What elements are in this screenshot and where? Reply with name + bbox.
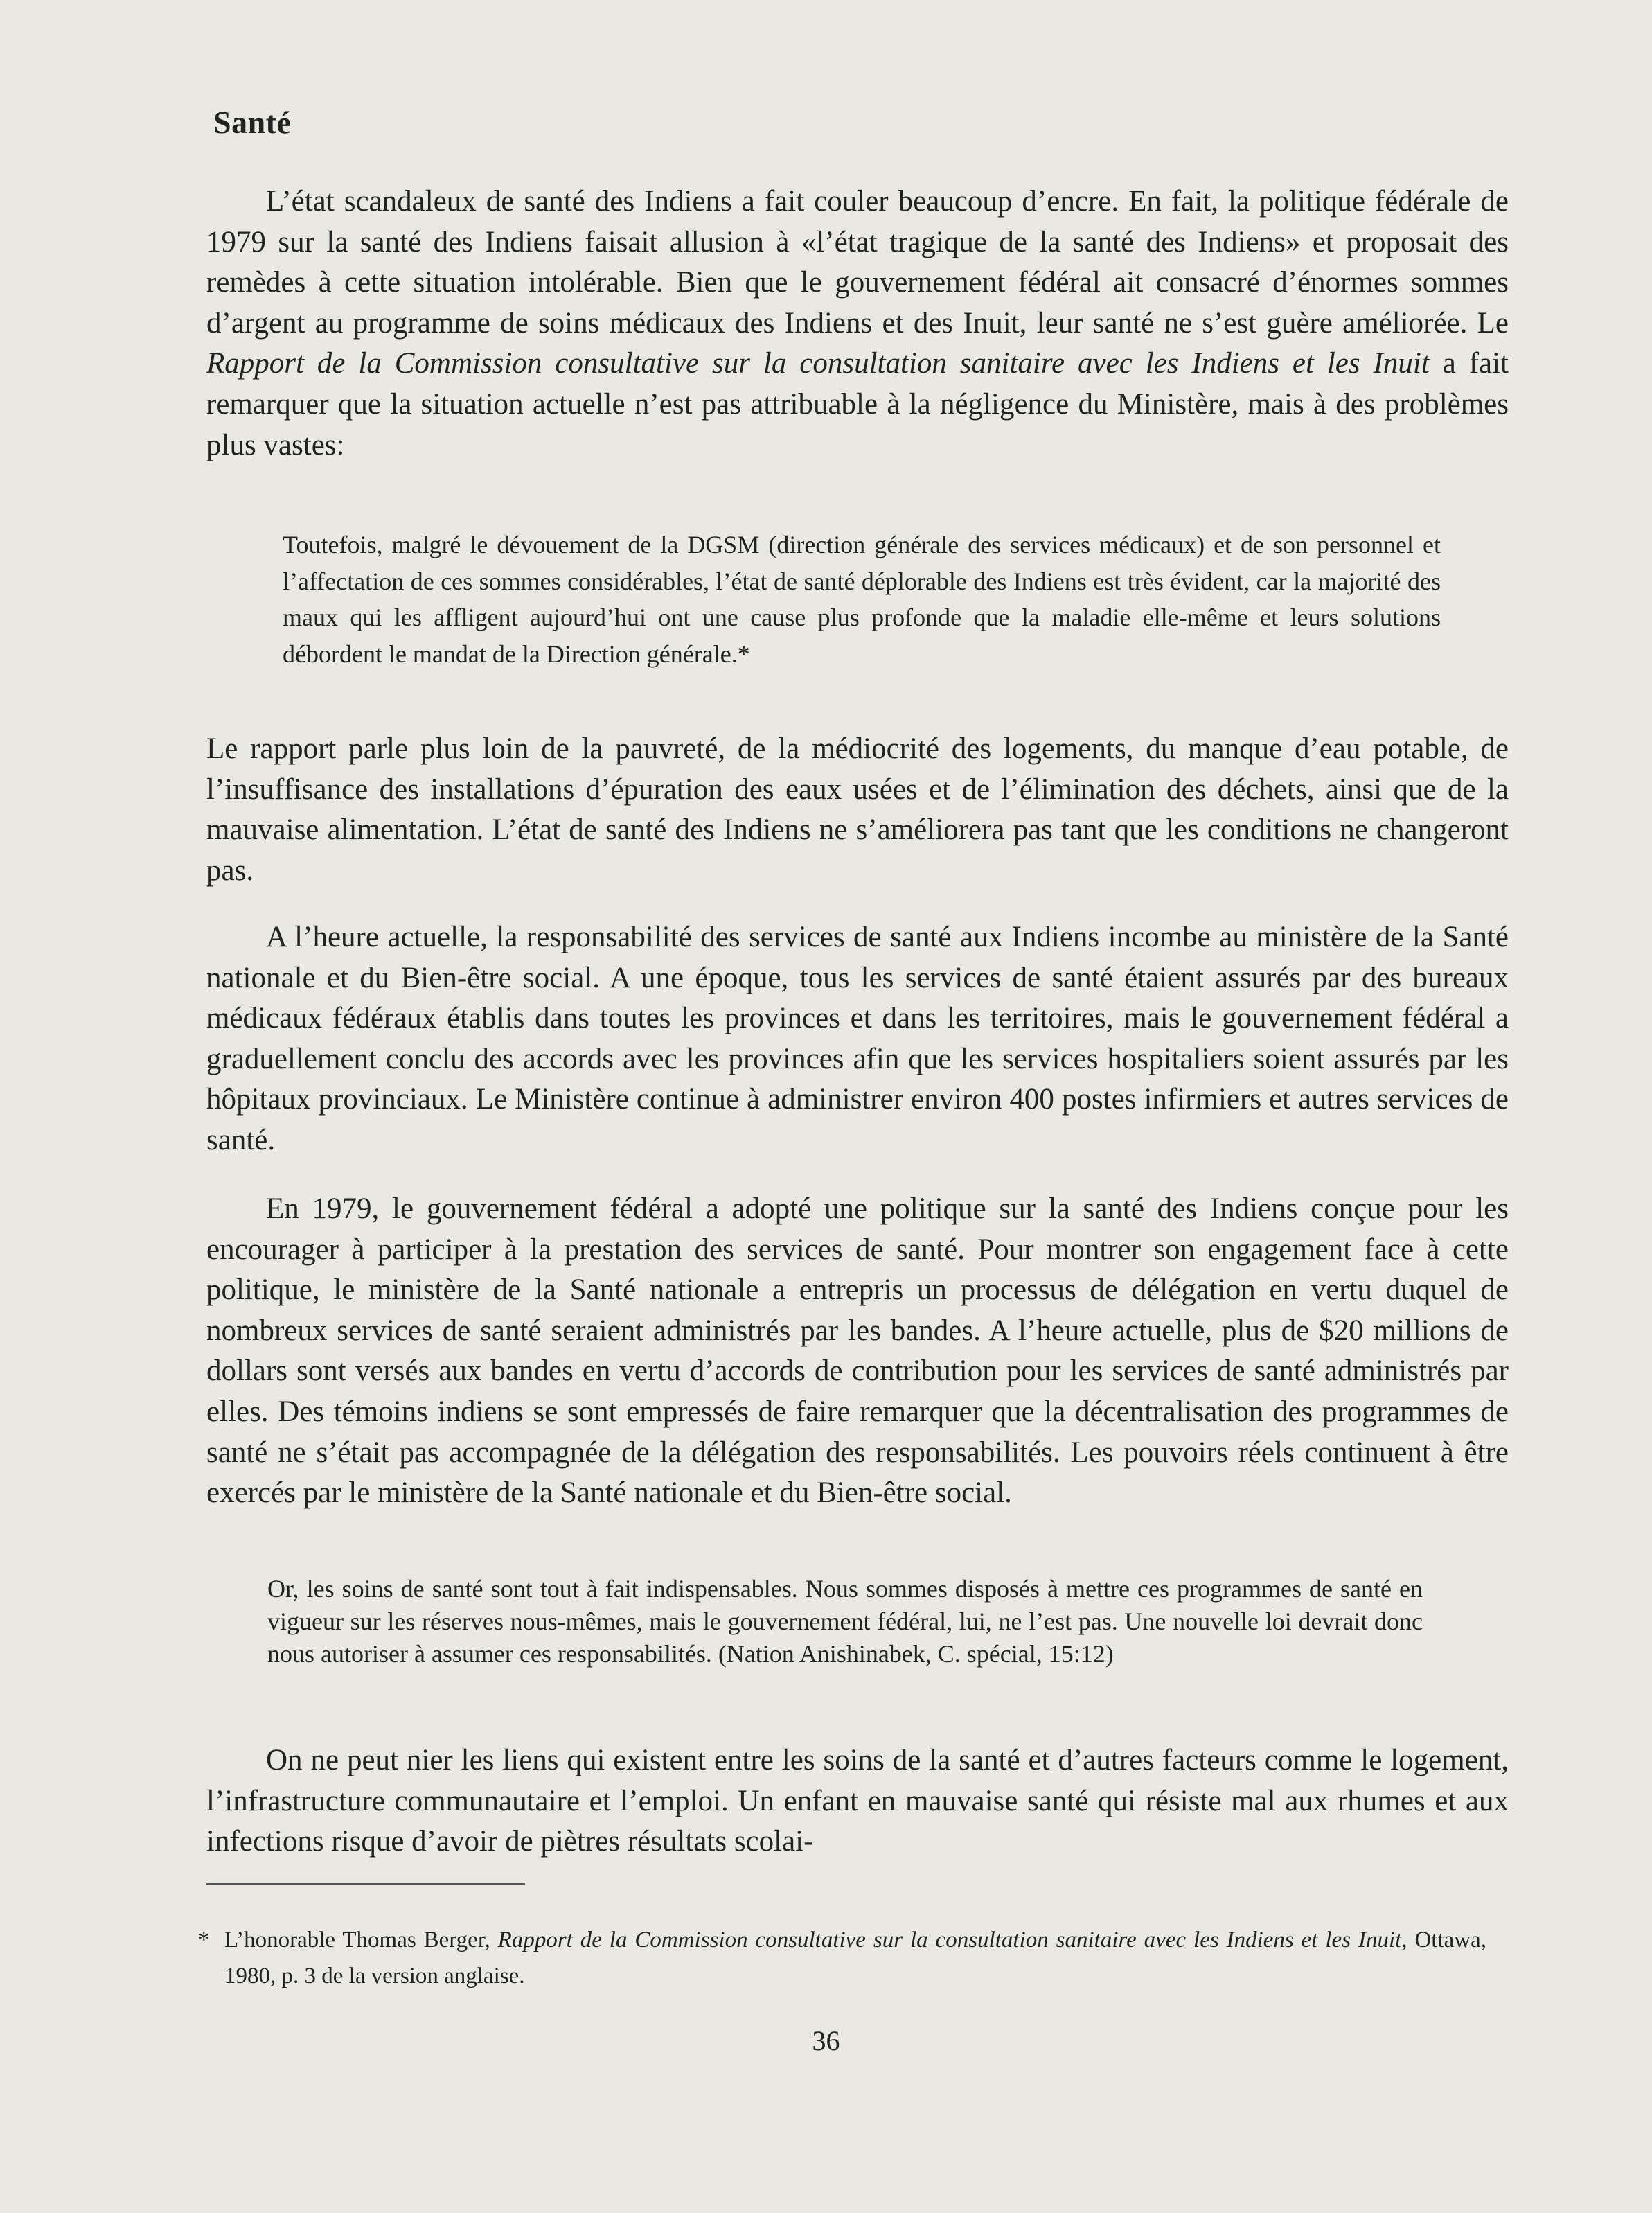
- paragraph-4: En 1979, le gouvernement fédéral a adopté une politique sur la santé des Indiens conçue pour les encourager à participer à la prestation des services de santé. Pour montrer son engagement face à cette politique, le ministère de la Santé nationale a entrepris un processus de délégation en vertu duquel de nombreux services de santé seraient administrés par les bandes. A l’heure actuelle, plus de $20 millions de dollars sont versés aux bandes en vertu d’accords de contribution pour les services de santé administrés par elles. Des témoins indiens se sont empressés de faire remarquer que la décentralisation des programmes de santé ne s’était pas accompagnée de la délégation des responsabilités. Les pouvoirs réels continuent à être exercés par le ministère de la Santé nationale et du Bien-être social.: [206, 1192, 1509, 1510]
- paragraph-3: A l’heure actuelle, la responsabilité des services de santé aux Indiens incombe au ministère de la Santé nationale et du Bien-être social. A une époque, tous les services de santé étaient assurés par des bureaux médicaux fédéraux établis dans toutes les provinces et dans les territoires, mais le gouvernement fédéral a graduellement conclu des accords avec les provinces afin que les services hospitaliers soient assurés par les hôpitaux provinciaux. Le Ministère continue à administrer environ 400 postes infirmiers et autres services de santé.: [206, 921, 1509, 1156]
- paragraph-2: Le rapport parle plus loin de la pauvreté, de la médiocrité des logements, du manque d’eau potable, de l’insuffisance des installations d’épuration des eaux usées et de l’élimination des déchets, ainsi que de la mauvaise alimentation. L’état de santé des Indiens ne s’améliorera pas tant que les conditions ne changeront pas.: [206, 732, 1509, 887]
- footnote-report-title: Rapport de la Commission consultative sur la consultation sanitaire avec les Indiens et les Inuit: [497, 1928, 1402, 1952]
- block-quote-1: [283, 527, 1441, 672]
- paragraph-1: [206, 182, 1509, 466]
- paragraph-1-text-b: a fait remarquer que la situation actuelle n’est pas attribuable à la négligence du Ministère, mais à des problèmes plus vastes:: [206, 347, 1509, 461]
- paragraph-1-report-title: Rapport de la Commission consultative sur la consultation sanitaire avec les Indiens et les Inuit: [206, 347, 1430, 380]
- block-quote-1-text-b: (direction générale des services médicaux) et de son personnel et l’affectation de ces sommes considérables, l’état de santé déplorable des Indiens est très évident, car la majorité des maux qui les affligent aujourd’hui ont une cause plus profonde que la maladie elle-même et leurs solutions débordent le mandat de la Direction générale.*: [283, 531, 1441, 668]
- paragraph-1-text-a: L’état scandaleux de santé des Indiens a fait couler beaucoup d’encre. En fait, la politique fédérale de 1979 sur la santé des Indiens faisait allusion à «l’état tragique de la santé des Indiens» et proposait des remèdes à cette situation intolérable. Bien que le gouvernement fédéral ait consacré d’énormes sommes d’argent au programme de soins médicaux des Indiens et des Inuit, leur santé ne s’est guère améliorée. Le: [206, 185, 1509, 340]
- footnote-marker: *: [198, 1928, 210, 1952]
- page-number: 36: [812, 2025, 840, 2056]
- footnote-text-a: L’honorable Thomas Berger,: [224, 1928, 498, 1952]
- footnote-text-b: , Ottawa, 1980, p. 3 de la version anglaise.: [224, 1928, 1487, 1989]
- footnote-divider: [206, 1883, 525, 1885]
- footnote: [198, 1922, 1486, 1994]
- section-heading: Santé: [213, 105, 292, 140]
- block-quote-1-text-a: Toutefois, malgré le dévouement de la: [283, 531, 688, 558]
- paragraph-5: On ne peut nier les liens qui existent entre les soins de la santé et d’autres facteurs comme le logement, l’infrastructure communautaire et l’emploi. Un enfant en mauvaise santé qui résiste mal aux rhumes et aux infections risque d’avoir de piètres résultats scolai-: [206, 1744, 1509, 1858]
- block-quote-2: Or, les soins de santé sont tout à fait indispensables. Nous sommes disposés à mettre ces programmes de santé en vigueur sur les réserves nous-mêmes, mais le gouvernement fédéral, lui, ne l’est pas. Une nouvelle loi devrait donc nous autoriser à assumer ces responsabilités. (Nation Anishinabek, C. spécial, 15:12): [267, 1575, 1423, 1668]
- footnote-text: [224, 1922, 1486, 1994]
- block-quote-1-abbreviation: DGSM: [687, 531, 760, 558]
